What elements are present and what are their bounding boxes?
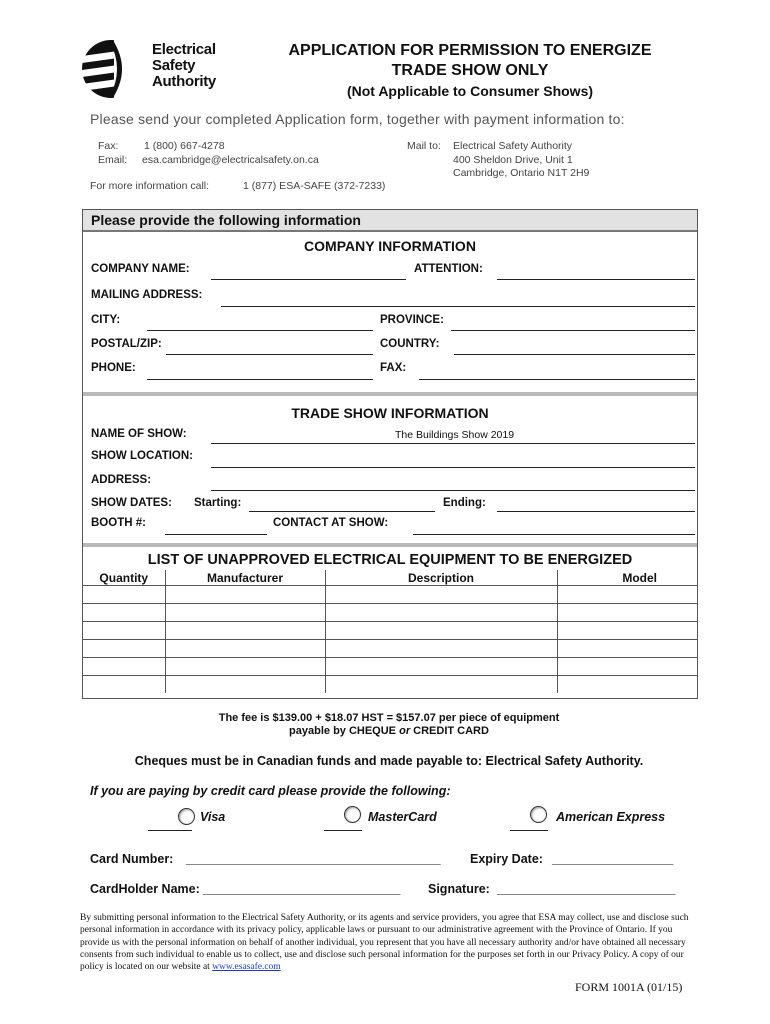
show-address-label: ADDRESS: xyxy=(91,474,152,486)
expiry-date-field[interactable]: ___________________ xyxy=(552,852,673,866)
section-header-bar xyxy=(83,210,697,232)
ending-date-field[interactable] xyxy=(497,511,695,512)
section-header: Please provide the following information xyxy=(91,212,361,228)
email-address[interactable]: esa.cambridge@electricalsafety.on.ca xyxy=(142,154,319,166)
column-header-model: Model xyxy=(557,570,697,586)
city-label: CITY: xyxy=(91,314,121,326)
description-cell[interactable] xyxy=(325,586,557,604)
description-cell[interactable] xyxy=(325,658,557,676)
column-header-quantity: Quantity xyxy=(83,570,165,586)
model-cell[interactable] xyxy=(557,586,697,604)
american-express-label: American Express xyxy=(556,810,666,824)
mastercard-blank-line xyxy=(324,830,362,831)
show-location-field[interactable] xyxy=(211,467,695,468)
manufacturer-cell[interactable] xyxy=(165,622,325,640)
table-row xyxy=(83,676,697,694)
column-header-manufacturer: Manufacturer xyxy=(165,570,325,586)
quantity-cell[interactable] xyxy=(83,676,165,694)
american-express-option[interactable] xyxy=(510,806,690,832)
show-name-value: The Buildings Show 2019 xyxy=(395,429,515,441)
description-cell[interactable] xyxy=(325,604,557,622)
quantity-cell[interactable] xyxy=(83,604,165,622)
visa-radio[interactable] xyxy=(178,808,195,825)
company-name-label: COMPANY NAME: xyxy=(91,263,190,275)
form-number: FORM 1001A (01/15) xyxy=(575,980,683,994)
phone-field[interactable] xyxy=(147,379,373,380)
american-express-blank-line xyxy=(510,830,548,831)
city-field[interactable] xyxy=(147,330,373,331)
show-dates-label: SHOW DATES: xyxy=(91,497,172,509)
mail-to-label: Mail to: xyxy=(407,140,441,152)
email-label: Email: xyxy=(98,154,128,166)
equipment-table xyxy=(83,570,697,693)
table-row xyxy=(83,604,697,622)
show-name-label: NAME OF SHOW: xyxy=(91,428,187,440)
esa-logo-mark-icon xyxy=(80,38,142,100)
visa-blank-line xyxy=(148,830,192,831)
fee-line-2-or: or xyxy=(399,725,411,737)
visa-option[interactable] xyxy=(148,806,248,832)
starting-label: Starting: xyxy=(194,497,242,509)
fee-line-2-post: CREDIT CARD xyxy=(410,725,489,737)
table-row xyxy=(83,640,697,658)
fax-field[interactable] xyxy=(419,379,695,380)
form-title-line-1: APPLICATION FOR PERMISSION TO ENERGIZE xyxy=(288,42,652,59)
show-location-label: SHOW LOCATION: xyxy=(91,450,193,462)
fax-number: 1 (800) 667-4278 xyxy=(144,140,225,152)
column-header-description: Description xyxy=(325,570,557,586)
country-field[interactable] xyxy=(454,354,695,355)
postal-zip-label: POSTAL/ZIP: xyxy=(91,338,162,350)
fee-line-2-pre: payable by CHEQUE xyxy=(289,725,400,737)
booth-field[interactable] xyxy=(165,534,267,535)
fee-line-1: The fee is $139.00 + $18.07 HST = $157.07 per piece of equipment xyxy=(218,712,560,724)
manufacturer-cell[interactable] xyxy=(165,604,325,622)
mail-address-line-1: Electrical Safety Authority xyxy=(453,140,573,152)
logo-line-2: Safety xyxy=(152,57,196,74)
form-subtitle: (Not Applicable to Consumer Shows) xyxy=(346,83,594,99)
send-instructions: Please send your completed Application form, together with payment information to: xyxy=(90,111,625,127)
description-cell[interactable] xyxy=(325,676,557,694)
show-address-field[interactable] xyxy=(211,490,695,491)
signature-label: Signature: xyxy=(428,882,490,896)
ending-label: Ending: xyxy=(443,497,486,509)
mailing-address-field[interactable] xyxy=(221,306,695,307)
more-info-phone: 1 (877) ESA-SAFE (372-7233) xyxy=(243,180,386,192)
mastercard-radio[interactable] xyxy=(344,806,361,823)
american-express-radio[interactable] xyxy=(530,806,547,823)
esa-logo xyxy=(80,38,220,98)
model-cell[interactable] xyxy=(557,622,697,640)
application-form-box xyxy=(82,209,698,699)
manufacturer-cell[interactable] xyxy=(165,658,325,676)
province-label: PROVINCE: xyxy=(380,314,444,326)
fax-field-label: FAX: xyxy=(380,362,407,374)
mailing-address-label: MAILING ADDRESS: xyxy=(91,289,203,301)
section-divider xyxy=(83,392,697,396)
trade-show-information-heading: TRADE SHOW INFORMATION xyxy=(291,405,489,421)
fax-label: Fax: xyxy=(98,140,119,152)
phone-label: PHONE: xyxy=(91,362,136,374)
privacy-policy-link[interactable]: www.esasafe.com xyxy=(212,962,281,973)
more-info-label: For more information call: xyxy=(90,180,210,192)
model-cell[interactable] xyxy=(557,658,697,676)
table-row xyxy=(83,658,697,676)
company-information-heading: COMPANY INFORMATION xyxy=(304,238,476,254)
form-title-line-2: TRADE SHOW ONLY xyxy=(391,62,549,79)
quantity-cell[interactable] xyxy=(83,658,165,676)
model-cell[interactable] xyxy=(557,640,697,658)
starting-date-field[interactable] xyxy=(249,511,435,512)
description-cell[interactable] xyxy=(325,640,557,658)
description-cell[interactable] xyxy=(325,622,557,640)
contact-at-show-label: CONTACT AT SHOW: xyxy=(273,517,389,529)
equipment-list-heading: LIST OF UNAPPROVED ELECTRICAL EQUIPMENT TO BE ENERGIZED xyxy=(147,552,633,568)
booth-label: BOOTH #: xyxy=(91,517,146,529)
card-number-label: Card Number: xyxy=(90,852,174,866)
cheque-instructions: Cheques must be in Canadian funds and made payable to: Electrical Safety Authority. xyxy=(134,754,644,768)
country-label: COUNTRY: xyxy=(380,338,440,350)
visa-label: Visa xyxy=(200,810,226,824)
postal-zip-field[interactable] xyxy=(166,354,373,355)
quantity-cell[interactable] xyxy=(83,586,165,604)
table-row xyxy=(83,622,697,640)
expiry-date-label: Expiry Date: xyxy=(470,852,543,866)
show-name-field[interactable] xyxy=(211,443,695,444)
attention-field[interactable] xyxy=(497,279,695,280)
mail-address-line-2: 400 Sheldon Drive, Unit 1 xyxy=(453,154,573,166)
mastercard-label: MasterCard xyxy=(368,810,437,824)
logo-line-1: Electrical xyxy=(152,41,216,58)
cardholder-name-field[interactable]: _______________________________ xyxy=(203,882,400,896)
mail-address-line-3: Cambridge, Ontario N1T 2H9 xyxy=(453,167,590,179)
privacy-notice-text: By submitting personal information to the Electrical Safety Authority, or its agents and service providers, you agree that ESA may collect, use and disclose such personal information in accordance with its privacy policy, applicable laws or pursuant to our administrative agreement with the Province of Ontario. If you provide us with the personal information on behalf of another individual, you represent that you have all necessary authority and/or have obtained all necessary consents from such individual to enable us to collect, use and disclose such personal information for the purposes set forth in our Privacy Policy. A copy of our policy is located on our website at xyxy=(80,913,689,973)
fee-line-2 xyxy=(82,725,696,737)
signature-field[interactable]: ____________________________ xyxy=(497,882,675,896)
table-row xyxy=(83,586,697,604)
model-cell[interactable] xyxy=(557,604,697,622)
logo-line-3: Authority xyxy=(152,73,216,90)
quantity-cell[interactable] xyxy=(83,622,165,640)
credit-card-prompt: If you are paying by credit card please provide the following: xyxy=(90,784,451,798)
quantity-cell[interactable] xyxy=(83,640,165,658)
model-cell[interactable] xyxy=(557,676,697,694)
manufacturer-cell[interactable] xyxy=(165,676,325,694)
privacy-notice xyxy=(80,912,692,973)
province-field[interactable] xyxy=(451,330,695,331)
card-number-field[interactable]: ________________________________________ xyxy=(186,852,441,866)
table-header-row xyxy=(83,570,697,586)
cardholder-name-label: CardHolder Name: xyxy=(90,882,200,896)
attention-label: ATTENTION: xyxy=(414,263,483,275)
section-divider xyxy=(83,543,697,547)
contact-at-show-field[interactable] xyxy=(413,534,695,535)
company-name-field[interactable] xyxy=(211,279,406,280)
manufacturer-cell[interactable] xyxy=(165,640,325,658)
mastercard-option[interactable] xyxy=(324,806,464,832)
manufacturer-cell[interactable] xyxy=(165,586,325,604)
